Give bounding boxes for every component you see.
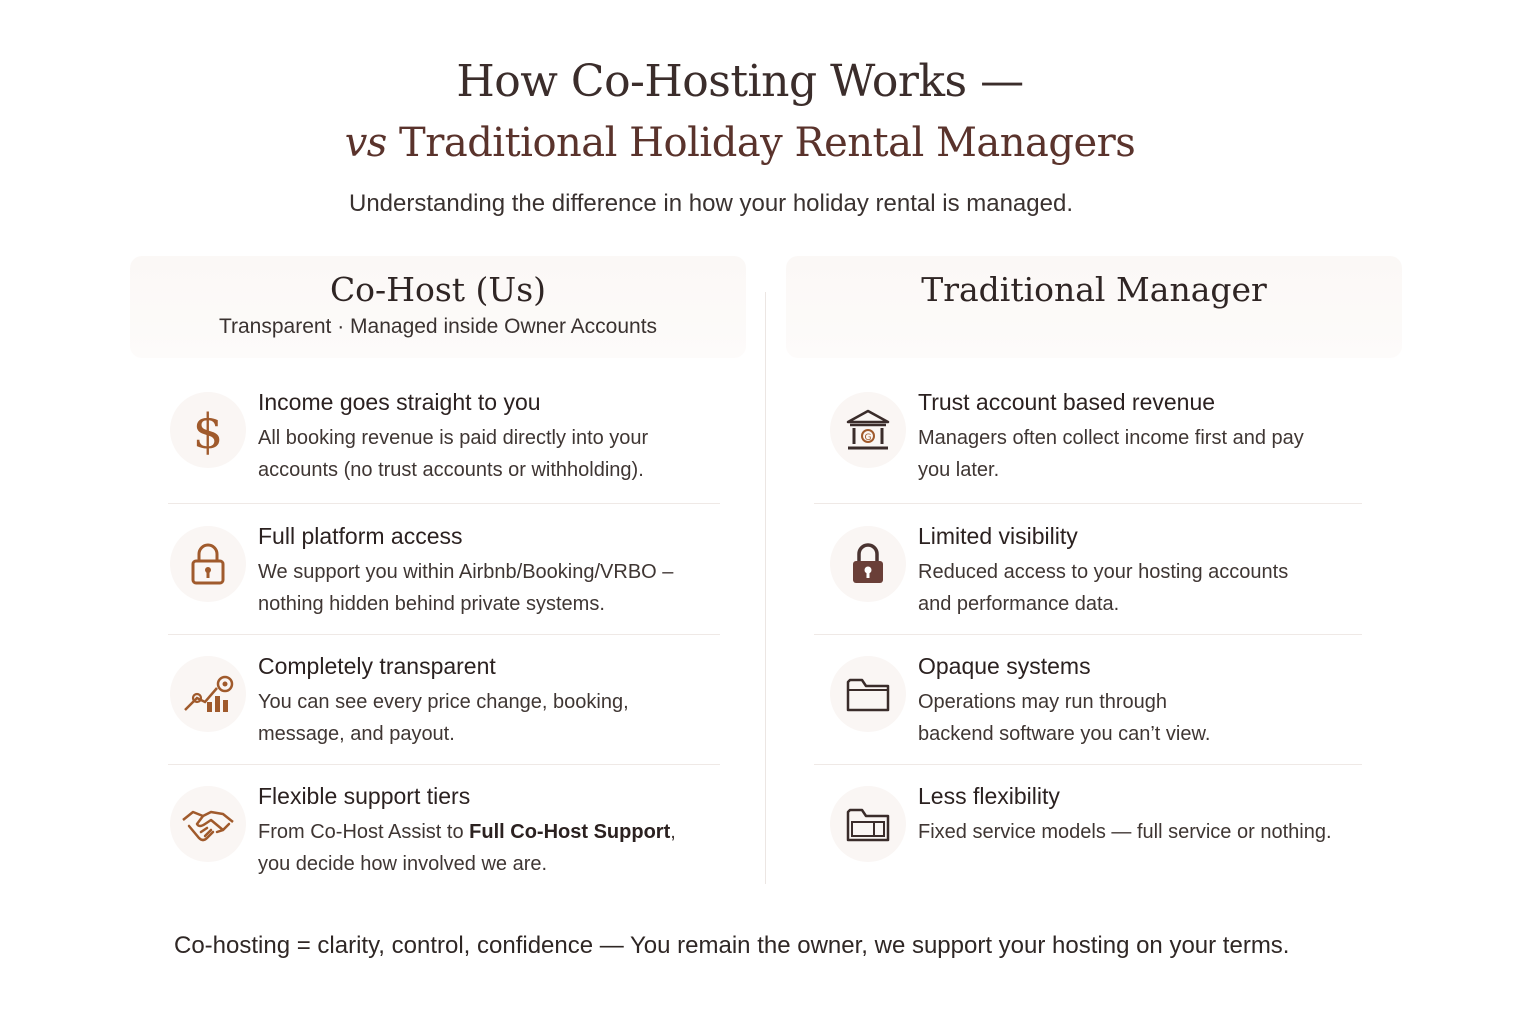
item-description-line: Operations may run through [918,691,1168,713]
title-line-1: How Co-Hosting Works — [456,56,1024,107]
description-emphasis: Full Co-Host Support [469,821,671,843]
item-description-line: you decide how involved we are. [258,853,548,875]
svg-text:$: $ [192,404,224,456]
row-divider [168,634,720,635]
cohost-column-title: Co-Host (Us) [329,270,547,309]
item-description [258,422,720,486]
manager-item-opaque-systems [828,650,1366,780]
description-text: From Co-Host Assist to [258,821,470,843]
item-description-line: message, and payout. [258,723,455,745]
manager-item-limited-visibility [828,520,1366,650]
folder-tab-icon [830,786,906,862]
row-divider [168,764,720,765]
item-description-line: You can see every price change, booking, [258,691,629,713]
cohost-item-support-tiers [168,780,720,910]
column-divider [765,292,766,884]
item-description-line: backend software you can’t view. [918,723,1211,745]
item-description-line: We support you within Airbnb/Booking/VRBO – [258,561,674,583]
item-description-line: Fixed service models — full service or nothing. [918,821,1332,843]
description-text: , [670,821,676,843]
item-description-line: nothing hidden behind private systems. [258,593,605,615]
item-description-line [258,816,720,848]
item-description [258,686,720,750]
cohost-item-transparent [168,650,720,780]
cohost-column-subtitle: Transparent · Managed inside Owner Accounts [218,315,658,338]
manager-item-less-flexibility [828,780,1366,910]
padlock-closed-icon [830,526,906,602]
manager-column-title: Traditional Manager [921,270,1267,309]
item-title: Completely transparent [258,653,496,679]
item-title: Full platform access [258,523,463,549]
row-divider [168,503,720,504]
manager-item-trust-account [828,386,1366,516]
item-title: Trust account based revenue [918,389,1216,415]
folder-icon [830,656,906,732]
cohost-column-header [130,256,746,358]
item-description [258,816,720,880]
item-description-line: Reduced access to your hosting accounts [918,561,1289,583]
item-description-line: Managers often collect income first and pay [918,427,1304,449]
item-description-line: and performance data. [918,593,1120,615]
row-divider [814,764,1362,765]
row-divider [814,503,1362,504]
item-description [918,422,1366,486]
cohost-item-income [168,386,720,516]
title-line-2 [0,112,1480,174]
padlock-open-icon [170,526,246,602]
row-divider [814,634,1362,635]
title-line-2-text: Traditional Holiday Rental Managers [386,120,1136,166]
item-description-line: accounts (no trust accounts or withholding). [258,459,644,481]
manager-column-header [786,256,1402,358]
page-subtitle: Understanding the difference in how your holiday rental is managed. [348,190,1073,217]
footer-tagline: Co-hosting = clarity, control, confidence — You remain the owner, we support your hosting on your terms. [174,932,1290,959]
bank-icon [830,392,906,468]
title-vs: vs [344,120,387,166]
item-title: Limited visibility [918,523,1078,549]
item-description-line: All booking revenue is paid directly into your [258,427,649,449]
item-title: Less flexibility [918,783,1060,809]
cohost-item-platform-access [168,520,720,650]
item-description [258,556,720,620]
item-description [918,816,1366,848]
item-description-line: you later. [918,459,1000,481]
transparency-chart-icon [170,656,246,732]
item-description [918,556,1366,620]
item-title: Income goes straight to you [258,389,541,415]
svg-text:G: G [864,433,872,443]
page-title [0,52,1480,174]
item-title: Flexible support tiers [258,783,471,809]
dollar-icon [170,392,246,468]
handshake-icon [170,786,246,862]
item-title: Opaque systems [918,653,1091,679]
item-description [918,686,1366,750]
